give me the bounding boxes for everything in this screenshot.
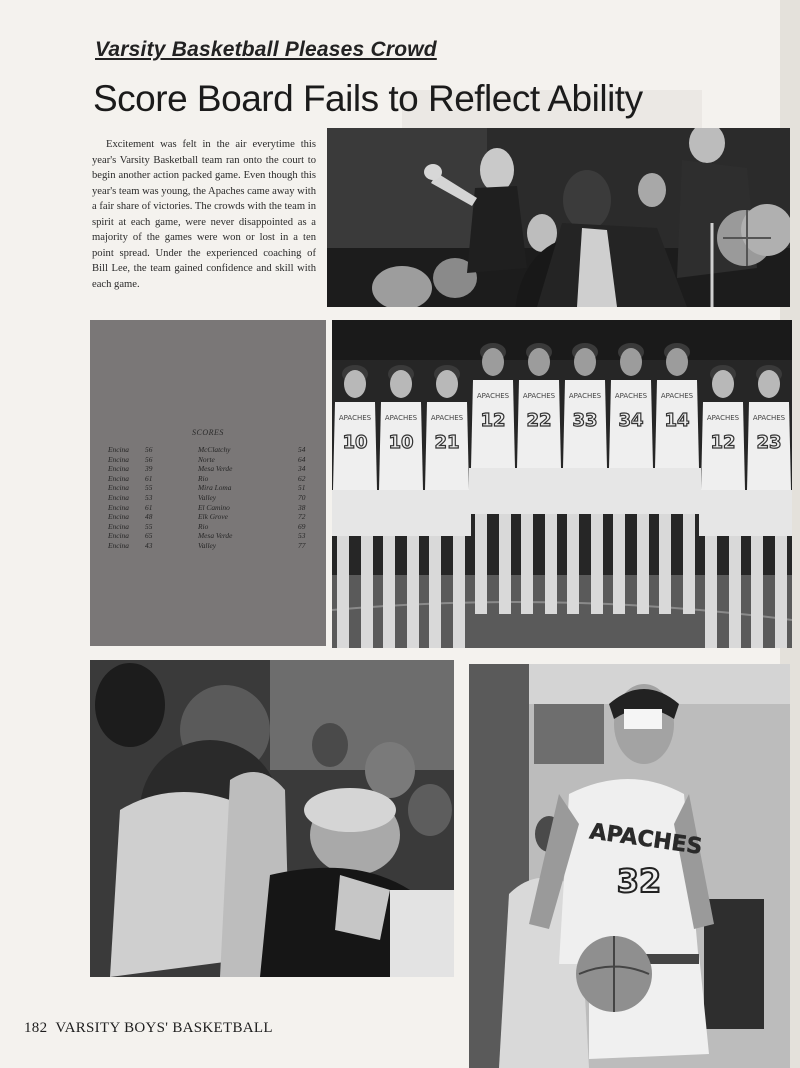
score-row <box>108 455 320 465</box>
scores-table <box>108 445 320 551</box>
bench-cheering-photo <box>327 128 790 307</box>
kicker-title: Varsity Basketball Pleases Crowd <box>95 38 437 61</box>
score-cell-team: Encina <box>108 483 129 493</box>
team-jersey-number: 12 <box>480 410 506 431</box>
score-cell-opponent: Mesa Verde <box>198 464 233 474</box>
score-cell-score: 53 <box>145 492 153 502</box>
score-cell-opp-score: 72 <box>298 512 306 522</box>
score-cell-opp-score: 77 <box>298 540 306 550</box>
score-cell-opp-score: 53 <box>298 531 306 541</box>
score-cell-opponent: Rio <box>198 521 209 531</box>
score-cell-team: Encina <box>108 512 129 522</box>
player-32-photo <box>469 664 790 1068</box>
score-cell-opp-score: 38 <box>298 502 306 512</box>
score-cell-opp-score: 70 <box>298 492 306 502</box>
score-cell-team: Encina <box>108 531 129 541</box>
score-row <box>108 493 320 503</box>
team-jersey-number: 21 <box>434 432 460 453</box>
score-cell-opponent: Valley <box>198 492 217 502</box>
score-cell-score: 55 <box>145 483 153 493</box>
team-photo <box>332 320 792 648</box>
score-cell-team: Encina <box>108 464 129 474</box>
score-row <box>108 522 320 532</box>
score-row <box>108 512 320 522</box>
score-row <box>108 464 320 474</box>
score-cell-opponent: Rio <box>198 473 209 483</box>
section-title: VARSITY BOYS' BASKETBALL <box>55 1020 273 1036</box>
score-cell-team: Encina <box>108 473 129 483</box>
crowd-coach-photo <box>90 660 454 977</box>
score-cell-team: Encina <box>108 454 129 464</box>
score-cell-opp-score: 69 <box>298 521 306 531</box>
score-cell-opp-score: 34 <box>298 464 306 474</box>
score-cell-opp-score: 62 <box>298 473 306 483</box>
score-row <box>108 474 320 484</box>
team-jersey-text: APACHES <box>660 392 694 400</box>
player-jersey-number: 32 <box>616 862 662 900</box>
score-cell-opponent: Elk Grove <box>198 512 228 522</box>
score-cell-opponent: Mesa Verde <box>198 531 233 541</box>
score-cell-score: 55 <box>145 521 153 531</box>
score-row <box>108 503 320 513</box>
score-cell-opp-score: 54 <box>298 445 306 454</box>
team-jersey-number: 23 <box>756 432 782 453</box>
score-row <box>108 445 320 455</box>
team-jersey-text: APACHES <box>706 414 740 422</box>
score-cell-opponent: Valley <box>198 540 217 550</box>
score-cell-opp-score: 51 <box>298 483 306 493</box>
team-jersey-number: 10 <box>342 432 368 453</box>
score-cell-score: 61 <box>145 502 153 512</box>
team-jersey-number: 12 <box>710 432 736 453</box>
score-row <box>108 531 320 541</box>
score-cell-score: 65 <box>145 531 153 541</box>
score-cell-score: 56 <box>145 454 153 464</box>
score-cell-team: Encina <box>108 502 129 512</box>
score-cell-opponent: El Camino <box>198 502 230 512</box>
score-row <box>108 541 320 551</box>
player-jersey-text: APACHES <box>587 819 704 860</box>
score-cell-opponent: Norte <box>198 454 215 464</box>
score-cell-opp-score: 64 <box>298 454 306 464</box>
score-cell-opponent: Mira Loma <box>198 483 232 493</box>
score-cell-opponent: McClatchy <box>198 445 231 454</box>
team-jersey-text: APACHES <box>752 414 786 422</box>
team-jersey-number: 22 <box>526 410 552 431</box>
team-jersey-text: APACHES <box>384 414 418 422</box>
team-jersey-number: 10 <box>388 432 414 453</box>
team-jersey-text: APACHES <box>614 392 648 400</box>
team-jersey-text: APACHES <box>522 392 556 400</box>
score-cell-score: 43 <box>145 540 153 550</box>
score-cell-score: 56 <box>145 445 153 454</box>
score-cell-score: 61 <box>145 473 153 483</box>
team-jersey-text: APACHES <box>430 414 464 422</box>
team-jersey-number: 14 <box>664 410 690 431</box>
score-cell-team: Encina <box>108 540 129 550</box>
scores-panel <box>90 320 326 646</box>
team-jersey-number: 34 <box>618 410 644 431</box>
team-jersey-text: APACHES <box>568 392 602 400</box>
page-footer <box>24 1020 273 1037</box>
score-cell-team: Encina <box>108 492 129 502</box>
scores-title: SCORES <box>192 428 224 437</box>
score-row <box>108 483 320 493</box>
team-jersey-text: APACHES <box>338 414 372 422</box>
score-cell-team: Encina <box>108 521 129 531</box>
team-jersey-number: 33 <box>572 410 598 431</box>
score-cell-score: 48 <box>145 512 153 522</box>
score-cell-score: 39 <box>145 464 153 474</box>
team-jersey-text: APACHES <box>476 392 510 400</box>
page-number: 182 <box>24 1020 48 1036</box>
score-cell-team: Encina <box>108 445 129 454</box>
body-paragraph: Excitement was felt in the air everytime this year's Varsity Basketball team ran onto the court to begin another action packed game. Even though this year's team was young, the Apaches came away with a fair share of victories. The crowds with the team in spirit at each game, were never disappointed as a majority of the games were won or lost in a ten point spread. Under the experienced coaching of Bill Lee, the team gained confidence and skill with each game. <box>92 139 317 290</box>
headline: Score Board Fails to Reflect Ability <box>93 78 643 119</box>
